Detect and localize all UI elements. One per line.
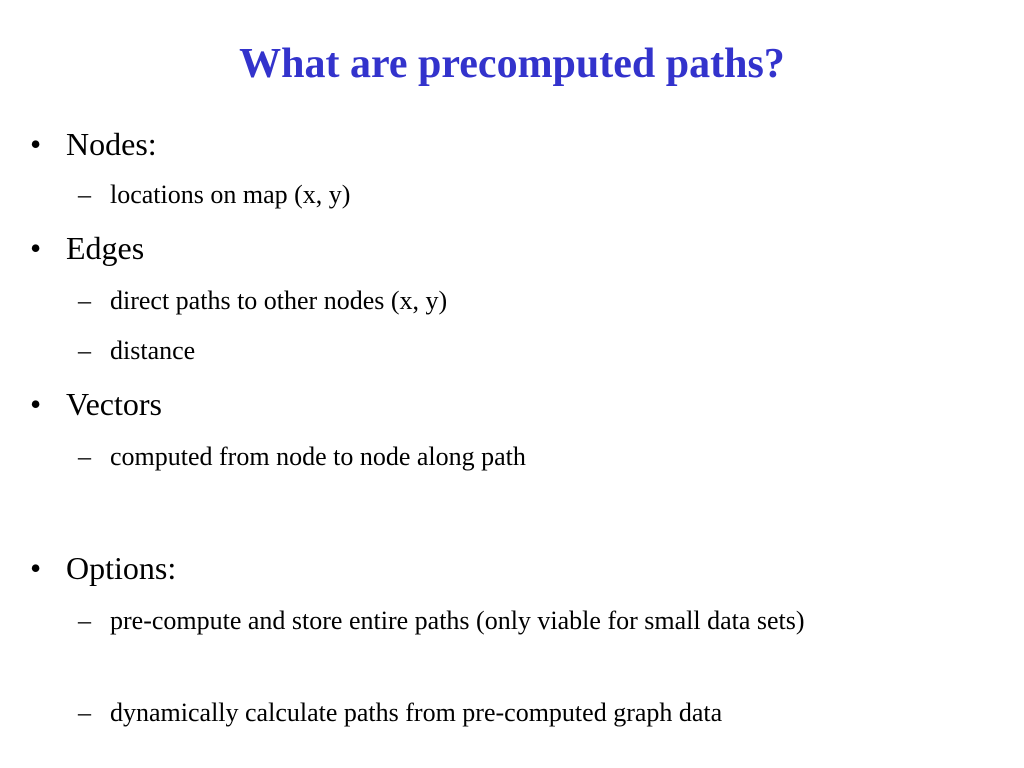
- bullet-text: Options:: [66, 550, 177, 586]
- dash-icon: –: [78, 286, 91, 315]
- dash-icon: –: [78, 698, 91, 727]
- dash-icon: –: [78, 606, 91, 635]
- bullet-text: Nodes:: [66, 126, 157, 162]
- dash-icon: –: [78, 442, 91, 471]
- bullet-dot-icon: •: [30, 230, 42, 266]
- bullet-text: Edges: [66, 230, 145, 266]
- sub-bullet-text: distance: [110, 336, 196, 365]
- bullet-dot-icon: •: [30, 126, 42, 162]
- slide-title: What are precomputed paths?: [239, 41, 785, 87]
- dash-icon: –: [78, 180, 91, 209]
- sub-bullet-text: computed from node to node along path: [110, 442, 526, 471]
- sub-bullet-text: dynamically calculate paths from pre-computed graph data: [110, 698, 723, 727]
- bullet-dot-icon: •: [30, 550, 42, 586]
- sub-bullet-text: pre-compute and store entire paths (only viable for small data sets): [110, 606, 805, 635]
- sub-bullet-text: locations on map (x, y): [110, 180, 351, 209]
- bullet-dot-icon: •: [30, 386, 42, 422]
- dash-icon: –: [78, 336, 91, 365]
- sub-bullet-text: direct paths to other nodes (x, y): [110, 286, 448, 315]
- bullet-text: Vectors: [66, 386, 162, 422]
